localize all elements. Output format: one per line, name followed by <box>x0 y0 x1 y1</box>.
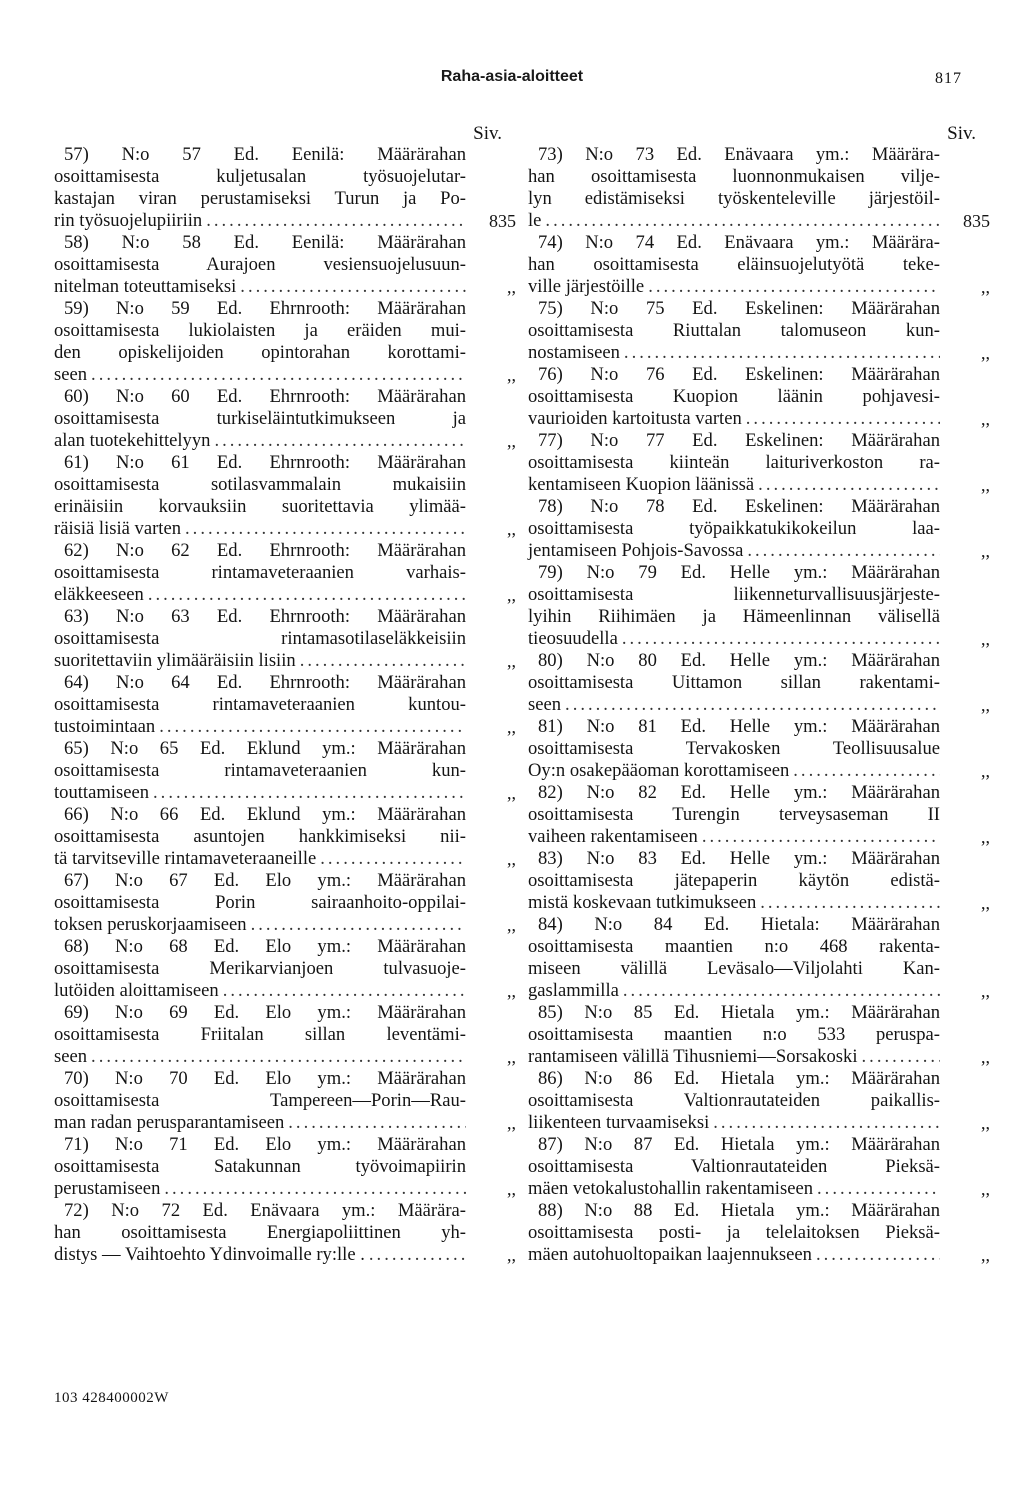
entry-page-reference: ,, <box>981 277 990 297</box>
entry-line: osoittamisesta Tampereen—Porin—Rau- <box>54 1090 466 1111</box>
entry-line: 62) N:o 62 Ed. Ehrnrooth: Määrärahan <box>64 540 466 561</box>
entry-line: osoittamisesta lukiolaisten ja eräiden mui- <box>54 320 466 341</box>
entry-line: ville järjestöille <box>528 276 645 297</box>
entry-line: touttamiseen <box>54 782 150 803</box>
entry-line: 77) N:o 77 Ed. Eskelinen: Määrärahan <box>538 430 940 451</box>
dot-leader <box>206 210 466 232</box>
dot-leader <box>713 1112 940 1134</box>
index-entry <box>54 738 516 804</box>
index-entry <box>528 562 990 650</box>
entry-page-reference: 835 <box>963 211 990 231</box>
entry-list <box>54 144 516 1266</box>
entry-line: Oy:n osakepääoman korottamiseen <box>528 760 790 781</box>
dot-leader <box>816 1244 940 1266</box>
entry-line: osoittamisesta asuntojen hankkimiseksi nii- <box>54 826 466 847</box>
dot-leader <box>251 914 466 936</box>
entry-line: rin työsuojelupiiriin <box>54 210 203 231</box>
entry-last-line <box>528 540 940 562</box>
entry-line: rantamiseen välillä Tihusniemi—Sorsakoski <box>528 1046 858 1067</box>
entry-line: tä tarvitseville rintamaveteraaneille <box>54 848 317 869</box>
entry-line: nitelman toteuttamiseksi <box>54 276 237 297</box>
entry-line: mäen autohuoltopaikan laajennukseen <box>528 1244 812 1265</box>
entry-last-line <box>54 1112 466 1134</box>
entry-last-line <box>54 364 466 386</box>
dot-leader <box>223 980 466 1002</box>
entry-line: tustoimintaan <box>54 716 156 737</box>
entry-line: osoittamisesta Riuttalan talomuseon kun- <box>528 320 940 341</box>
entry-page-reference: ,, <box>507 431 516 451</box>
dot-leader <box>185 518 466 540</box>
entry-page-reference: ,, <box>981 981 990 1001</box>
entry-page-reference: ,, <box>981 893 990 913</box>
entry-line: 87) N:o 87 Ed. Hietala ym.: Määrärahan <box>538 1134 940 1155</box>
entry-line: kastajan viran perustamiseksi Turun ja Po- <box>54 188 466 209</box>
entry-line: 61) N:o 61 Ed. Ehrnrooth: Määrärahan <box>64 452 466 473</box>
entry-page-reference: ,, <box>507 1245 516 1265</box>
index-entry <box>54 1134 516 1200</box>
index-entry <box>528 848 990 914</box>
entry-page-reference: ,, <box>507 365 516 385</box>
entry-last-line <box>528 474 940 496</box>
entry-line: osoittamisesta maantien n:o 468 rakenta- <box>528 936 940 957</box>
entry-line: vaiheen rakentamiseen <box>528 826 698 847</box>
index-entry <box>528 650 990 716</box>
entry-line: lyn edistämiseksi työskenteleville järjestöil- <box>528 188 940 209</box>
footer-code: 103 428400002W <box>54 1390 169 1406</box>
entry-line: 71) N:o 71 Ed. Elo ym.: Määrärahan <box>64 1134 466 1155</box>
entry-page-reference: ,, <box>981 1047 990 1067</box>
entry-line: 74) N:o 74 Ed. Enävaara ym.: Määrära- <box>538 232 940 253</box>
entry-line: 75) N:o 75 Ed. Eskelinen: Määrärahan <box>538 298 940 319</box>
entry-last-line <box>528 980 940 1002</box>
entry-page-reference: ,, <box>981 343 990 363</box>
dot-leader <box>793 760 940 782</box>
dot-leader <box>91 364 466 386</box>
entry-line: 76) N:o 76 Ed. Eskelinen: Määrärahan <box>538 364 940 385</box>
entry-last-line <box>528 408 940 430</box>
entry-line: osoittamisesta kiinteän laituriverkoston ra- <box>528 452 940 473</box>
entry-page-reference: ,, <box>507 849 516 869</box>
entry-line: osoittamisesta rintamaveteraanien kuntou- <box>54 694 466 715</box>
entry-last-line <box>528 826 940 848</box>
dot-leader <box>300 650 466 672</box>
entry-line: osoittamisesta liikenneturvallisuusjärjeste- <box>528 584 940 605</box>
entry-line: erinäisiin korvauksiin suoritettavia ylimää- <box>54 496 466 517</box>
entry-line: 58) N:o 58 Ed. Eenilä: Määrärahan <box>64 232 466 253</box>
entry-last-line <box>54 848 466 870</box>
dot-leader <box>91 1046 466 1068</box>
entry-page-reference: ,, <box>981 409 990 429</box>
entry-line: osoittamisesta sotilasvammalain mukaisiin <box>54 474 466 495</box>
entry-line: perustamiseen <box>54 1178 161 1199</box>
index-entry <box>528 144 990 232</box>
dot-leader <box>702 826 940 848</box>
entry-line: osoittamisesta Merikarvianjoen tulvasuoje- <box>54 958 466 979</box>
entry-page-reference: ,, <box>981 695 990 715</box>
entry-page-reference: ,, <box>507 277 516 297</box>
entry-line: 60) N:o 60 Ed. Ehrnrooth: Määrärahan <box>64 386 466 407</box>
entry-last-line <box>528 210 940 232</box>
index-entry <box>528 1134 990 1200</box>
entry-line: miseen välillä Leväsalo—Viljolahti Kan- <box>528 958 940 979</box>
entry-last-line <box>528 694 940 716</box>
entry-line: osoittamisesta Satakunnan työvoimapiirin <box>54 1156 466 1177</box>
entry-line: 63) N:o 63 Ed. Ehrnrooth: Määrärahan <box>64 606 466 627</box>
index-entry <box>54 870 516 936</box>
entry-last-line <box>528 1046 940 1068</box>
entry-last-line <box>54 584 466 606</box>
entry-line: toksen peruskorjaamiseen <box>54 914 247 935</box>
entry-line: lutöiden aloittamiseen <box>54 980 219 1001</box>
index-entry <box>54 606 516 672</box>
dot-leader <box>164 1178 466 1200</box>
entry-page-reference: ,, <box>981 1113 990 1133</box>
index-entry <box>528 1200 990 1266</box>
entry-line: 69) N:o 69 Ed. Elo ym.: Määrärahan <box>64 1002 466 1023</box>
entry-line: 73) N:o 73 Ed. Enävaara ym.: Määrära- <box>538 144 940 165</box>
entry-line: 65) N:o 65 Ed. Eklund ym.: Määrärahan <box>64 738 466 759</box>
entry-line: osoittamisesta Porin sairaanhoito-oppilai- <box>54 892 466 913</box>
entry-line: osoittamisesta rintamaveteraanien kun- <box>54 760 466 781</box>
entry-page-reference: ,, <box>981 541 990 561</box>
entry-line: han osoittamisesta luonnonmukaisen vilje- <box>528 166 940 187</box>
entry-line: osoittamisesta Friitalan sillan leventämi- <box>54 1024 466 1045</box>
entry-line: osoittamisesta jätepaperin käytön edistä- <box>528 870 940 891</box>
entry-page-reference: ,, <box>507 1179 516 1199</box>
entry-line: 80) N:o 80 Ed. Helle ym.: Määrärahan <box>538 650 940 671</box>
index-entry <box>54 804 516 870</box>
index-entry <box>54 1200 516 1266</box>
entry-line: osoittamisesta Valtionrautateiden paikallis- <box>528 1090 940 1111</box>
entry-line: eläkkeeseen <box>54 584 144 605</box>
entry-last-line <box>528 760 940 782</box>
entry-line: 85) N:o 85 Ed. Hietala ym.: Määrärahan <box>538 1002 940 1023</box>
index-entry <box>54 452 516 540</box>
entry-line: seen <box>528 694 562 715</box>
entry-last-line <box>54 210 466 232</box>
index-entry <box>54 672 516 738</box>
entry-line: osoittamisesta rintamaveteraanien varhais- <box>54 562 466 583</box>
entry-line: lyihin Riihimäen ja Hämeenlinnan välisellä <box>528 606 940 627</box>
entry-line: den opiskelijoiden opintorahan korottami- <box>54 342 466 363</box>
entry-page-reference: ,, <box>507 1113 516 1133</box>
column-heading-siv: Siv. <box>947 123 976 144</box>
index-entry <box>528 364 990 430</box>
entry-line: nostamiseen <box>528 342 620 363</box>
dot-leader <box>648 276 940 298</box>
index-entry <box>528 1068 990 1134</box>
entry-line: han osoittamisesta eläinsuojelutyötä teke- <box>528 254 940 275</box>
entry-line: tieosuudella <box>528 628 618 649</box>
entry-line: 88) N:o 88 Ed. Hietala ym.: Määrärahan <box>538 1200 940 1221</box>
dot-leader <box>758 474 940 496</box>
entry-line: 70) N:o 70 Ed. Elo ym.: Määrärahan <box>64 1068 466 1089</box>
dot-leader <box>545 210 940 232</box>
entry-line: osoittamisesta Kuopion läänin pohjavesi- <box>528 386 940 407</box>
entry-line: 79) N:o 79 Ed. Helle ym.: Määrärahan <box>538 562 940 583</box>
entry-line: 84) N:o 84 Ed. Hietala: Määrärahan <box>538 914 940 935</box>
entry-line: osoittamisesta rintamasotilaseläkkeisiin <box>54 628 466 649</box>
entry-last-line <box>54 430 466 452</box>
entry-line: 78) N:o 78 Ed. Eskelinen: Määrärahan <box>538 496 940 517</box>
dot-leader <box>624 342 940 364</box>
entry-line: jentamiseen Pohjois-Savossa <box>528 540 744 561</box>
entry-page-reference: ,, <box>981 761 990 781</box>
entry-line: le <box>528 210 542 231</box>
dot-leader <box>288 1112 466 1134</box>
entry-line: osoittamisesta turkiseläintutkimukseen ja <box>54 408 466 429</box>
entry-line: seen <box>54 1046 88 1067</box>
entry-last-line <box>528 1244 940 1266</box>
dot-leader <box>369 1244 466 1266</box>
index-entry <box>54 1068 516 1134</box>
entry-line: 83) N:o 83 Ed. Helle ym.: Määrärahan <box>538 848 940 869</box>
index-entry <box>54 232 516 298</box>
index-entry <box>54 386 516 452</box>
index-entry <box>54 936 516 1002</box>
entry-line: 57) N:o 57 Ed. Eenilä: Määrärahan <box>64 144 466 165</box>
dot-leader <box>817 1178 940 1200</box>
index-entry <box>528 782 990 848</box>
entry-line: osoittamisesta Valtionrautateiden Pieksä- <box>528 1156 940 1177</box>
entry-last-line <box>54 914 466 936</box>
entry-line: 81) N:o 81 Ed. Helle ym.: Määrärahan <box>538 716 940 737</box>
entry-last-line <box>54 782 466 804</box>
dot-leader <box>148 584 466 606</box>
entry-line: man radan perusparantamiseen <box>54 1112 285 1133</box>
index-entry <box>528 1002 990 1068</box>
dot-leader <box>214 430 466 452</box>
entry-line: seen <box>54 364 88 385</box>
entry-last-line <box>54 650 466 672</box>
entry-line: räisiä lisiä varten <box>54 518 182 539</box>
index-entry <box>528 496 990 562</box>
entry-line: 59) N:o 59 Ed. Ehrnrooth: Määrärahan <box>64 298 466 319</box>
entry-page-reference: ,, <box>507 1047 516 1067</box>
entry-line: mäen vetokalustohallin rakentamiseen <box>528 1178 814 1199</box>
entry-page-reference: ,, <box>981 1179 990 1199</box>
dot-leader <box>240 276 466 298</box>
entry-line: 68) N:o 68 Ed. Elo ym.: Määrärahan <box>64 936 466 957</box>
entry-line: suoritettaviin ylimääräisiin lisiin <box>54 650 296 671</box>
index-entry <box>528 914 990 1002</box>
entry-page-reference: ,, <box>507 519 516 539</box>
entry-last-line <box>54 1244 466 1266</box>
entry-page-reference: ,, <box>981 827 990 847</box>
entry-page-reference: ,, <box>507 783 516 803</box>
dot-leader <box>159 716 466 738</box>
entry-line: 86) N:o 86 Ed. Hietala ym.: Määrärahan <box>538 1068 940 1089</box>
entry-line: osoittamisesta posti- ja telelaitoksen Pieksä- <box>528 1222 940 1243</box>
entry-line: 67) N:o 67 Ed. Elo ym.: Määrärahan <box>64 870 466 891</box>
entry-line: 72) N:o 72 Ed. Enävaara ym.: Määrära- <box>64 1200 466 1221</box>
entry-line: alan tuotekehittelyyn <box>54 430 211 451</box>
index-entry <box>528 716 990 782</box>
index-entry <box>54 1002 516 1068</box>
entry-line: osoittamisesta Aurajoen vesiensuojelusuun- <box>54 254 466 275</box>
entry-line: osoittamisesta kuljetusalan työsuojelutar- <box>54 166 466 187</box>
entry-last-line <box>54 1178 466 1200</box>
index-entry <box>528 430 990 496</box>
entry-last-line <box>528 276 940 298</box>
entry-line: 66) N:o 66 Ed. Eklund ym.: Määrärahan <box>64 804 466 825</box>
index-entry <box>528 298 990 364</box>
entry-last-line <box>528 892 940 914</box>
index-entry <box>528 232 990 298</box>
entry-line: 82) N:o 82 Ed. Helle ym.: Määrärahan <box>538 782 940 803</box>
dot-leader <box>623 980 940 1002</box>
dot-leader <box>622 628 940 650</box>
entry-last-line <box>54 276 466 298</box>
index-entry <box>54 540 516 606</box>
entry-page-reference: ,, <box>507 915 516 935</box>
entry-page-reference: ,, <box>507 651 516 671</box>
dot-leader <box>747 540 940 562</box>
entry-last-line <box>54 1046 466 1068</box>
entry-line: osoittamisesta maantien n:o 533 peruspa- <box>528 1024 940 1045</box>
dot-leader <box>862 1046 940 1068</box>
entry-page-reference: ,, <box>507 585 516 605</box>
dot-leader <box>320 848 466 870</box>
page-header-title: Raha-asia-aloitteet <box>440 68 584 85</box>
entry-line: osoittamisesta Turengin terveysaseman II <box>528 804 940 825</box>
entry-last-line <box>528 1178 940 1200</box>
entry-list <box>528 144 990 1266</box>
entry-page-reference: ,, <box>981 475 990 495</box>
entry-last-line <box>54 518 466 540</box>
entry-line: 64) N:o 64 Ed. Ehrnrooth: Määrärahan <box>64 672 466 693</box>
entry-last-line <box>528 628 940 650</box>
entry-last-line <box>528 342 940 364</box>
entry-page-reference: ,, <box>507 981 516 1001</box>
entry-line: osoittamisesta Uittamon sillan rakentami- <box>528 672 940 693</box>
entry-line: gaslammilla <box>528 980 619 1001</box>
index-entry <box>54 144 516 232</box>
entry-page-reference: ,, <box>981 1245 990 1265</box>
dot-leader <box>153 782 466 804</box>
dot-leader <box>565 694 940 716</box>
entry-page-reference: 835 <box>489 211 516 231</box>
entry-line: liikenteen turvaamiseksi <box>528 1112 710 1133</box>
entry-last-line <box>54 716 466 738</box>
entry-line: osoittamisesta työpaikkatukikokeilun laa- <box>528 518 940 539</box>
entry-page-reference: ,, <box>981 629 990 649</box>
dot-leader <box>746 408 940 430</box>
index-entry <box>54 298 516 386</box>
entry-last-line <box>54 980 466 1002</box>
dot-leader <box>760 892 940 914</box>
entry-line: distys — Vaihtoehto Ydinvoimalle ry:lle . <box>54 1244 365 1265</box>
page-number: 817 <box>935 70 962 87</box>
entry-line: mistä koskevaan tutkimukseen <box>528 892 757 913</box>
entry-page-reference: ,, <box>507 717 516 737</box>
entry-last-line <box>528 1112 940 1134</box>
entry-line: vaurioiden kartoitusta varten <box>528 408 742 429</box>
entry-line: han osoittamisesta Energiapoliittinen yh- <box>54 1222 466 1243</box>
entry-line: kentamiseen Kuopion läänissä <box>528 474 755 495</box>
column-heading-siv: Siv. <box>473 123 502 144</box>
entry-line: osoittamisesta Tervakosken Teollisuusalue <box>528 738 940 759</box>
